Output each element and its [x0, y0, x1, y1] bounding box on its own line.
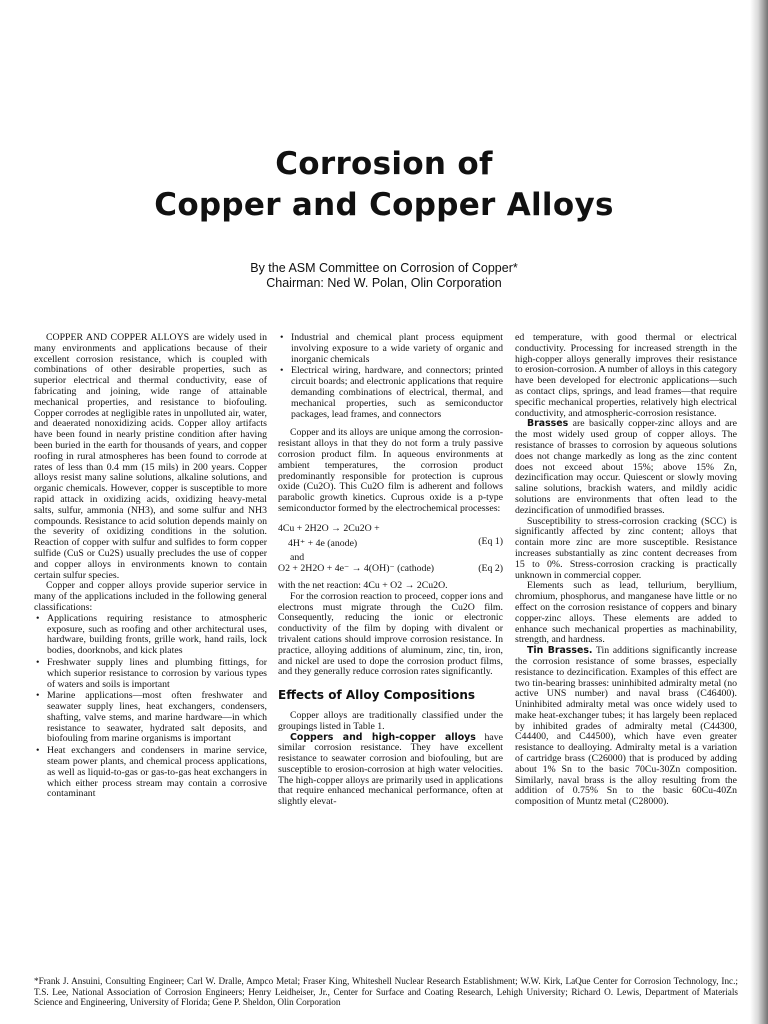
coppers-run-in-head: Coppers and high-copper alloys [290, 731, 476, 743]
list-item: • Industrial and chemical plant process equipment involving exposure to a wide variety of organic and inorganic chemicals [278, 333, 503, 365]
scc-paragraph: Susceptibility to stress-corrosion cracking (SCC) is significantly affected by zinc content; alloys that contain more zinc are more susceptible. Resistance increases substantially as zinc content decreases from 15 to 0%. Stress-corrosion cracking is practically unknown in commercial copper. [515, 515, 737, 581]
footnote: *Frank J. Ansuini, Consulting Engineer; Carl W. Dralle, Ampco Metal; Fraser King, Whiteshell Nuclear Research Establishment; W.W. Kirk, LaQue Center for Corrosion Technology, Inc.; T.S. Lee, National Association of Corrosion Engineers; Henry Leidheiser, Jr., Center for Surface and Coating Research, Lehigh University; Richard O. Lewis, Department of Materials Science and Engineering, University of Florida; Gene P. Sheldon, Olin Corporation [34, 976, 738, 1007]
equation-1 [278, 524, 503, 535]
tin-brasses-run-in-head: Tin Brasses. [527, 645, 593, 657]
applications-list-continued [278, 333, 503, 420]
list-item: • Marine applications—most often freshwater and seawater supply lines, heat exchangers, condensers, shafting, valve stems, and marine hardware—in which resistance to seawater, hydrated salt deposits, and biofouling from marine organisms is important [34, 691, 267, 745]
brasses-run-in-head: Brasses [527, 418, 569, 430]
column-3 [515, 333, 737, 808]
column-2 [278, 333, 503, 808]
list-item: • Applications requiring resistance to atmospheric exposure, such as roofing and other architectural uses, hardware, building fronts, grille work, hand rails, lock bodies, doorknobs, and kick plates [34, 614, 267, 657]
equation-2 [278, 564, 503, 575]
equation-2-text: O2 + 2H2O + 4e⁻ → 4(OH)⁻ (cathode) [278, 563, 435, 575]
equation-1-line-1: 4Cu + 2H2O → 2Cu2O + [278, 522, 380, 534]
doping-paragraph: For the corrosion reaction to proceed, copper ions and electrons must migrate through the Cu2O film. Consequently, reducing the ionic or electronic conductivity of the film by doping with divalent or trivalent cations should improve corrosion resistance. In practice, alloying additions of aluminum, zinc, tin, iron, and nickel are used to dope the corrosion product films, and they generally reduce corrosion rates significantly. [278, 590, 503, 678]
net-reaction-paragraph: with the net reaction: 4Cu + O2 → 2Cu2O. [278, 579, 448, 591]
column-1 [34, 333, 267, 801]
page-edge-shadow [750, 0, 768, 1024]
equation-1-label: (Eq 1) [478, 535, 503, 547]
high-copper-continued-paragraph: ed temperature, with good thermal or electrical conductivity. Processing for increased strength in the high-copper alloys generally improves their resistance to erosion-corrosion. A number of alloys in this category have been developed for electronic applications—such as contact clips, springs, and lead frames—that require specific mechanical properties, relatively high electrical conductivity, and atmospheric-corrosion resistance. [515, 332, 737, 419]
intro-paragraph: COPPER AND COPPER ALLOYS are widely used in many environments and applications because of their excellent corrosion resistance, which is coupled with combinations of other desirable properties, such as superior electrical and thermal conductivity, ease of fabricating and joining, wide range of attainable mechanical properties, and resistance to biofouling. Copper corrodes at negligible rates in unpolluted air, water, and deaerated nonoxidizing acids. Copper alloy artifacts have been found in nearly pristine condition after having been buried in the earth for thousands of years, and copper roofing in rural atmospheres has been found to corrode at rates of less than 0.4 mm (15 mils) in 200 years. Copper alloys resist many saline solutions, alkaline solutions, and organic chemicals. However, copper is susceptible to more rapid attack in oxidizing acids, oxidizing heavy-metal salts, sulfur, ammonia (NH3), and some sulfur and NH3 compounds. Resistance to acid solution depends mainly on the severity of oxidizing conditions in the solution. Reaction of copper with sulfur and sulfides to form copper sulfide (CuS or Cu2S) usually precludes the use of copper and copper alloys in environments known to contain certain sulfur species. [34, 332, 267, 581]
brasses-body: are basically copper-zinc alloys and are the most widely used group of copper alloys. The resistance of brasses to corrosion by aqueous solutions does not change markedly as long as the zinc content does not exceed about 15%; above 15% Zn, dezincification may occur. Quiescent or slowly moving saline solutions, brackish waters, and mildly acidic solutions are environments that often lead to the dezincification of unmodified brasses. [515, 418, 737, 516]
equation-2-label: (Eq 2) [478, 563, 503, 575]
byline-committee: By the ASM Committee on Corrosion of Copper* [250, 261, 518, 275]
elements-paragraph: Elements such as lead, tellurium, beryllium, chromium, phosphorus, and manganese have little or no effect on the corrosion resistance of coppers and binary copper-zinc alloys. These elements are added to enhance such mechanical properties as machinability, strength, and hardness. [515, 580, 737, 646]
applications-list [34, 614, 267, 801]
list-item: • Heat exchangers and condensers in marine service, steam power plants, and chemical process applications, as well as liquid-to-gas or gas-to-gas heat exchangers in which either process stream may contain a corrosive contaminant [34, 746, 267, 800]
title-line-2: Copper and Copper Alloys [154, 187, 614, 223]
applications-intro-paragraph: Copper and copper alloys provide superior service in many of the applications included in the following general classifications: [34, 580, 267, 613]
classification-paragraph: Copper alloys are traditionally classified under the groupings listed in Table 1. [278, 709, 503, 732]
coppers-body: have similar corrosion resistance. They have excellent resistance to seawater corrosion and biofouling, but are susceptible to erosion-corrosion at high water velocities. The high-copper alloys are primarily used in applications that require enhanced mechanical performance, often at slightly elevat- [278, 731, 503, 808]
coppers-paragraph [278, 733, 503, 809]
section-heading: Effects of Alloy Compositions [278, 688, 476, 703]
list-item: • Electrical wiring, hardware, and connectors; printed circuit boards; and electronic applications that require demanding combinations of electrical, thermal, and mechanical properties, such as semiconductor packages, lead frames, and connectors [278, 366, 503, 420]
title-line-1: Corrosion of [275, 146, 493, 182]
list-item: • Freshwater supply lines and plumbing fittings, for which superior resistance to corrosion by various types of waters and soils is important [34, 658, 267, 690]
tin-brasses-paragraph [515, 646, 737, 808]
equation-1-line-2: 4H⁺ + 4e (anode) [288, 537, 358, 549]
brasses-paragraph [515, 419, 737, 516]
tin-brasses-body: Tin additions significantly increase the corrosion resistance of some brasses, especially resistance to dezincification. Examples of this effect are two tin-bearing brasses: uninhibited admiralty metal (no active UNS number) and naval brass (C46400). Uninhibited admiralty metal was once widely used to make heat-exchanger tubes; it has largely been replaced by inhibited grades of admiralty metal (C44300, C44400, and C44500), which have even greater resistance to dealloying. Admiralty metal is a variation of cartridge brass (C26000) that is produced by adding about 1% Sn to the basic 70Cu-30Zn composition. Similarly, naval brass is the alloy resulting from the addition of 0.75% Sn to the basic 60Cu-40Zn composition of Muntz metal (C28000). [515, 645, 737, 808]
equation-1-continued [278, 537, 503, 552]
cuprous-oxide-paragraph: Copper and its alloys are unique among the corrosion-resistant alloys in that they do not form a truly passive corrosion product film. In aqueous environments at ambient temperatures, the corrosion product predominantly responsible for protection is cuprous oxide (Cu2O). This Cu2O film is adherent and follows parabolic growth kinetics. Cuprous oxide is a p-type semiconductor formed by the electrochemical processes: [278, 427, 503, 514]
equation-conjunction: and [290, 552, 305, 564]
byline-chairman: Chairman: Ned W. Polan, Olin Corporation [266, 276, 502, 290]
